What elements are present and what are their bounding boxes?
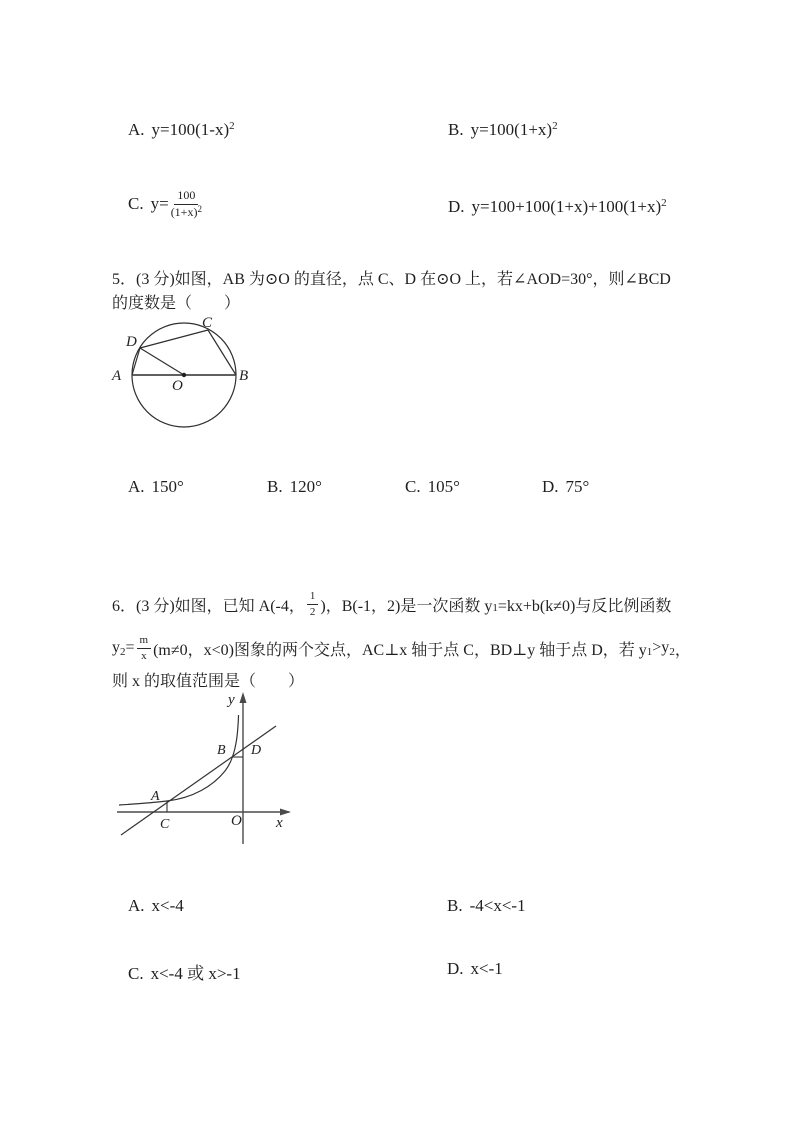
stem-text: y bbox=[112, 639, 120, 656]
origin-label: O bbox=[231, 813, 242, 829]
q5-option-b bbox=[267, 477, 322, 497]
q5-stem bbox=[112, 268, 671, 316]
option-value: -4<x<-1 bbox=[469, 896, 526, 915]
option-label: C. bbox=[128, 964, 144, 983]
fraction bbox=[171, 189, 202, 220]
option-value: 150° bbox=[151, 477, 184, 496]
point-label-A: A bbox=[112, 368, 122, 384]
option-label: B. bbox=[267, 477, 283, 496]
superscript: 2 bbox=[552, 120, 558, 132]
fraction-denominator-base: (1+x) bbox=[170, 204, 198, 219]
y-axis-label: y bbox=[228, 692, 235, 708]
q6-graph-figure bbox=[105, 690, 305, 848]
option-formula: y=100(1-x) bbox=[151, 120, 230, 139]
q6-stem-line3: 则 x 的取值范围是（ ） bbox=[112, 673, 305, 690]
chord-CB bbox=[208, 330, 236, 375]
stem-text: (m≠0，x<0)图象的两个交点，AC⊥x 轴于点 C，BD⊥y 轴于点 D，若 y bbox=[153, 641, 647, 659]
subscript: 2 bbox=[120, 646, 126, 658]
curve-y2 bbox=[119, 715, 239, 805]
stem-text: ， bbox=[674, 641, 691, 659]
y-axis-arrow bbox=[240, 692, 247, 703]
option-label: B. bbox=[448, 120, 464, 139]
q4-option-c bbox=[128, 188, 204, 220]
q6-stem-line2 bbox=[112, 632, 691, 664]
stem-text: 6．(3 分)如图，已知 A(-4， bbox=[112, 597, 305, 615]
option-label: B. bbox=[447, 896, 463, 915]
radius-OD bbox=[140, 348, 184, 375]
point-label-B: B bbox=[239, 368, 249, 384]
chord-DC bbox=[140, 330, 208, 348]
option-label: D. bbox=[448, 197, 465, 216]
fraction-numerator: m bbox=[137, 634, 152, 649]
fraction bbox=[137, 634, 152, 662]
q6-option-d bbox=[447, 959, 503, 979]
stem-text: = bbox=[125, 639, 135, 656]
fraction-numerator: 1 bbox=[307, 590, 319, 605]
q4-option-d bbox=[448, 197, 667, 217]
point-label-A: A bbox=[151, 789, 160, 804]
subscript: 2 bbox=[669, 646, 675, 658]
option-value: x<-4 bbox=[151, 896, 184, 915]
point-label-D: D bbox=[251, 743, 262, 758]
option-value: 120° bbox=[289, 477, 322, 496]
point-label-B: B bbox=[217, 743, 226, 758]
superscript: 2 bbox=[661, 197, 667, 209]
center-label-O: O bbox=[172, 378, 183, 394]
option-label: D. bbox=[542, 477, 559, 496]
q5-option-c bbox=[405, 477, 460, 497]
fraction-denominator: x bbox=[141, 649, 147, 662]
q6-option-a bbox=[128, 896, 184, 916]
point-label-C: C bbox=[160, 817, 170, 832]
point-label-C: C bbox=[202, 315, 213, 331]
option-formula: y=100+100(1+x)+100(1+x) bbox=[471, 197, 662, 216]
superscript: 2 bbox=[229, 120, 235, 132]
fraction-denominator bbox=[171, 205, 202, 220]
point-label-D: D bbox=[126, 334, 137, 350]
q5-stem-line2: 的度数是（ ） bbox=[112, 295, 241, 312]
option-value: x<-1 bbox=[470, 959, 503, 978]
x-axis-label: x bbox=[276, 815, 283, 831]
q4-option-b bbox=[448, 120, 558, 140]
option-formula: y=100(1+x) bbox=[470, 120, 553, 139]
option-label: A. bbox=[128, 896, 145, 915]
option-value: 75° bbox=[565, 477, 590, 496]
q5-circle-figure bbox=[108, 315, 258, 433]
q6-option-c bbox=[128, 959, 241, 984]
option-label: D. bbox=[447, 959, 464, 978]
fraction-numerator: 100 bbox=[174, 189, 198, 205]
subscript: 1 bbox=[492, 602, 498, 614]
stem-text: )，B(-1，2)是一次函数 y bbox=[320, 597, 493, 615]
option-label: A. bbox=[128, 120, 145, 139]
option-value: 105° bbox=[427, 477, 460, 496]
stem-text: =kx+b(k≠0)与反比例函数 bbox=[497, 597, 672, 615]
q5-stem-line1: 5．(3 分)如图，AB 为⊙O 的直径，点 C、D 在⊙O 上，若∠AOD=30°，则∠BCD bbox=[112, 271, 671, 288]
option-value: x<-4 或 x>-1 bbox=[150, 964, 241, 983]
q4-option-a bbox=[128, 120, 235, 140]
center-dot bbox=[182, 373, 186, 377]
option-label: A. bbox=[128, 477, 145, 496]
option-label: C. bbox=[128, 194, 144, 213]
q5-option-d bbox=[542, 477, 589, 497]
stem-text: >y bbox=[652, 639, 670, 656]
q5-option-a bbox=[128, 477, 184, 497]
option-formula: y= bbox=[150, 194, 169, 213]
q6-stem-line1 bbox=[112, 588, 671, 620]
option-label: C. bbox=[405, 477, 421, 496]
q6-option-b bbox=[447, 896, 526, 916]
subscript: 1 bbox=[646, 646, 653, 658]
superscript: 2 bbox=[197, 203, 202, 214]
fraction-denominator: 2 bbox=[309, 605, 316, 618]
fraction bbox=[307, 590, 319, 618]
